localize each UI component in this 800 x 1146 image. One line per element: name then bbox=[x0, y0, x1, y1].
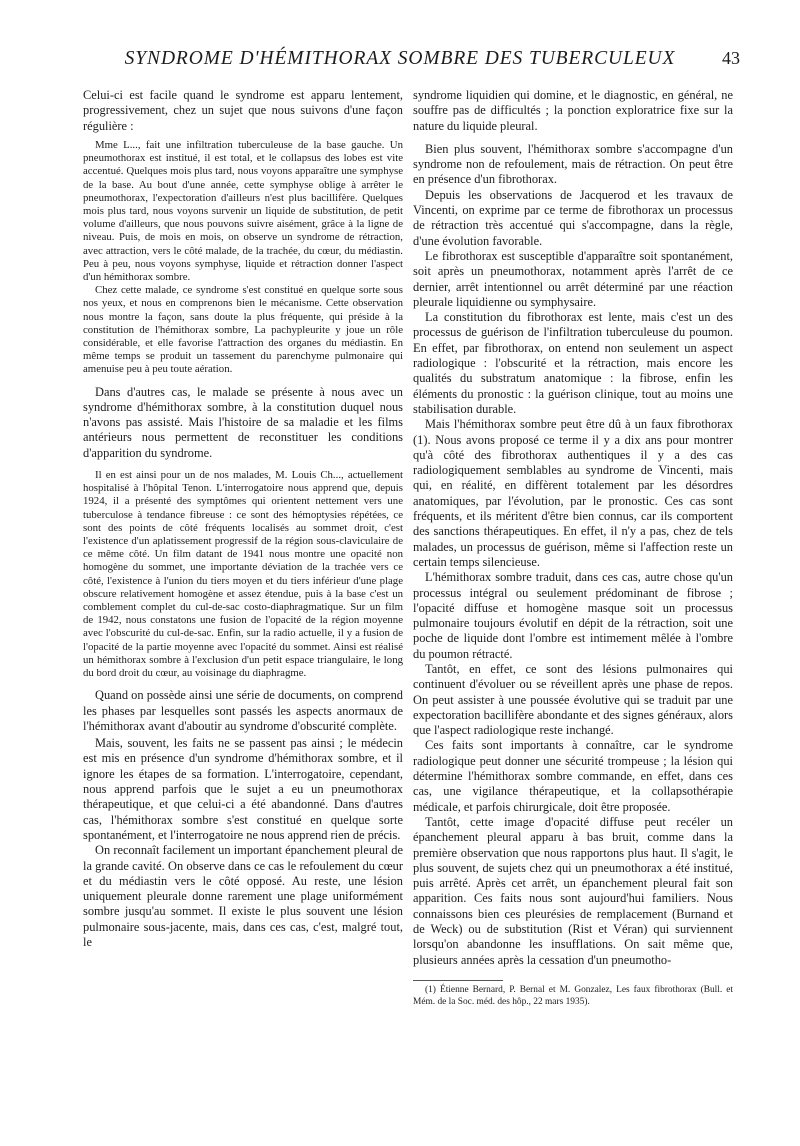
left-column bbox=[83, 88, 403, 950]
page-number: 43 bbox=[722, 48, 740, 68]
footnote-divider bbox=[413, 980, 503, 981]
case-paragraph: Mme L..., fait une infiltration tuberculeuse de la base gauche. Un pneumothorax est institué, il est total, et le collapsus des lobes est vite accentué. Quelques mois plus tard, nous voyons apparaître une symphyse de la base. Au bout d'une année, cette symphyse oblige à arrêter le pneumothorax, l'expectoration d'ailleurs n'est plus bacillifère. Quelques mois plus tard, nous voyons survenir un liquide de substitution, de petit volume d'ailleurs, que nous pouvons suivre aisément, grâce à la ligne de niveau. Puis, de mois en mois, on observe un syndrome de rétraction, avec attraction, vers le côté malade, de la trachée, du cœur, du médiastin. Peu à peu, nous voyons symphyse, liquide et rétraction donner l'aspect d'un hémithorax sombre. bbox=[83, 138, 403, 283]
paragraph: On reconnaît facilement un important épanchement pleural de la grande cavité. On observe dans ce cas le refoulement du cœur et du médiastin vers le côté opposé. Au reste, une lésion uniquement pleurale donne rarement une plage uniformément sombre jusqu'au sommet. Il existe le plus souvent une lésion pulmonaire sous-jacente, mais, dans ces cas, c'est, malgré tout, le bbox=[83, 843, 403, 950]
paragraph: Depuis les observations de Jacquerod et les travaux de Vincenti, on exprime par ce terme de fibrothorax un processus de rétraction très accentué qui s'accompagne, dans la règle, d'une évolution favorable. bbox=[413, 187, 733, 248]
paragraph: Ces faits sont importants à connaître, car le syndrome radiologique peut donner une sécurité trompeuse ; la lésion qui détermine l'hémithorax sombre commande, en effet, dans ces cas, une vigilance thérapeutique, et la collapsothérapie médicale, et parfois chirurgicale, doit être proposée. bbox=[413, 738, 733, 814]
footnote: (1) Étienne Bernard, P. Bernal et M. Gonzalez, Les faux fibrothorax (Bull. et Mém. de la Soc. méd. des hôp., 22 mars 1935). bbox=[413, 984, 733, 1007]
running-header bbox=[100, 48, 740, 70]
paragraph: Dans d'autres cas, le malade se présente à nous avec un syndrome d'hémithorax sombre, à la constitution duquel nous n'avons pas assisté. Mais l'histoire de sa maladie et les films antérieurs nous permettent de reconstituer les conditions d'apparition du syndrome. bbox=[83, 384, 403, 460]
paragraph: L'hémithorax sombre traduit, dans ces cas, autre chose qu'un processus intégral ou seulement prédominant de fibrose ; l'opacité diffuse et homogène masque soit un processus pulmonaire toujours évolutif en dépit de la rétraction, soit une poche de liquide dont l'ombre est intimement mêlée à l'ombre du poumon rétracté. bbox=[413, 570, 733, 661]
right-column bbox=[413, 88, 733, 1009]
case-paragraph: Chez cette malade, ce syndrome s'est constitué en quelque sorte sous nos yeux, et nous en comprenons bien le mécanisme. Cette observation nous montre la façon, sans doute la plus fréquente, qui préside à la constitution de l'hémithorax sombre, La pachypleurite y joue un rôle considérable, et elle favorise l'attraction des organes du médiastin. En même temps se produit un tassement du parenchyme pulmonaire qui amenuise peu à peu toute aération. bbox=[83, 284, 403, 376]
paragraph: Mais, souvent, les faits ne se passent pas ainsi ; le médecin est mis en présence d'un syndrome d'hémithorax sombre, et il ignore les étapes de sa formation. L'interrogatoire, cependant, nous apprend parfois que le sujet a eu un pneumothorax thérapeutique, et que celui-ci a été abandonné. Dans d'autres cas, l'hémithorax sombre s'est constitué en quelque sorte spontanément, et l'interrogatoire ne nous apprend rien de précis. bbox=[83, 736, 403, 842]
paragraph: Tantôt, en effet, ce sont des lésions pulmonaires qui continuent d'évoluer ou se réveillent après une phase de repos. On peut assister à une poussée évolutive qui se traduit par une expectoration bacillifère abondante et des signes généraux, alors que l'aspect radiologique reste inchangé. bbox=[413, 661, 733, 738]
paragraph: Quand on possède ainsi une série de documents, on comprend les phases par lesquelles sont passés les aspects anormaux de l'hémithorax avant d'aboutir au syndrome d'obscurité complète. bbox=[83, 688, 403, 733]
case-paragraph: Il en est ainsi pour un de nos malades, M. Louis Ch..., actuellement hospitalisé à l'hôpital Tenon. L'interrogatoire nous apprend que, depuis 1924, il a présenté des symptômes qui orientent nettement vers une tuberculose à tendance fibreuse : ce sont des hémoptysies répétées, ce sont des points de côté fréquents localisés au sommet droit, c'est l'existence d'un aplatissement progressif de la région sous-claviculaire de ce même côté. Un film datant de 1941 nous montre une opacité non homogène du sommet, une importante déviation de la trachée vers ce côté, l'existence à l'union du tiers moyen et du tiers inférieur d'une plage obscure relativement homogène et assez étendue, puis à la base c'est un comblement complet du cul-de-sac costo-diaphragmatique. Sur un film de 1942, nous constatons une fusion de l'opacité de la région moyenne avec l'obscurité du cul-de-sac. Enfin, sur la radio actuelle, il y a fusion de l'opacité de la partie moyenne avec l'opacité du sommet. Ainsi est réalisé un hémithorax sombre à l'exclusion d'un petit espace triangulaire, le long du bord droit du cœur, au voisinage du diaphragme. bbox=[83, 469, 403, 680]
paragraph: Celui-ci est facile quand le syndrome est apparu lentement, progressivement, chez un sujet que nous suivons d'une façon régulière : bbox=[83, 88, 403, 133]
paragraph: Le fibrothorax est susceptible d'apparaître soit spontanément, soit après un pneumothorax, notamment après l'arrêt de ce dernier, arrêt intentionnel ou arrêt déterminé par une réaction pleurale liquidienne ou symphysaire. bbox=[413, 248, 733, 309]
paragraph: La constitution du fibrothorax est lente, mais c'est un des processus de guérison de l'infiltration tuberculeuse du poumon. En effet, par fibrothorax, on entend non seulement un aspect radiologique : l'obscurité et la rétraction, mais encore les qualités du substratum anatomique : la fibrose, enfin les éléments du pronostic : la guérison clinique, tout au moins une stabilisation durable. bbox=[413, 310, 733, 416]
paragraph: Mais l'hémithorax sombre peut être dû à un faux fibrothorax (1). Nous avons proposé ce terme il y a dix ans pour montrer qu'à côté des fibrothorax authentiques il y a des cas radiologiquement semblables au syndrome de Vincenti, mais qui, en réalité, en diffèrent totalement par les désordres anatomiques, par l'évolution, par le pronostic. Ces cas sont fréquents, et ils méritent d'être bien connus, car ils comportent des sanctions thérapeutiques. En effet, il n'y a pas, chez de tels malades, un processus de guérison, même si l'affection reste un certain temps silencieuse. bbox=[413, 417, 733, 569]
paragraph: Tantôt, cette image d'opacité diffuse peut recéler un épanchement pleural apparu à bas bruit, comme dans la première observation que nous rapportons plus haut. Il s'agit, le plus souvent, de sujets chez qui un pneumothorax a été institué, puis arrêté. Après cet arrêt, un épanchement pleural fait son apparition. Ces faits nous sont aujourd'hui familiers. Nous connaissons bien ces pleurésies de remplacement (Burnand et de Weck) ou de substitution (Rist et Véran) qui surviennent lorsqu'on abandonne les insufflations. On sait même que, plusieurs années après la cessation d'un pneumotho- bbox=[413, 814, 733, 967]
paragraph: syndrome liquidien qui domine, et le diagnostic, en général, ne souffre pas de difficultés ; la ponction exploratrice fixe sur la nature du liquide pleural. bbox=[413, 88, 733, 133]
paragraph: Bien plus souvent, l'hémithorax sombre s'accompagne d'un syndrome non de refoulement, mais de rétraction. On peut être en présence d'un fibrothorax. bbox=[413, 141, 733, 187]
running-title: SYNDROME D'HÉMITHORAX SOMBRE DES TUBERCULEUX bbox=[124, 48, 676, 69]
